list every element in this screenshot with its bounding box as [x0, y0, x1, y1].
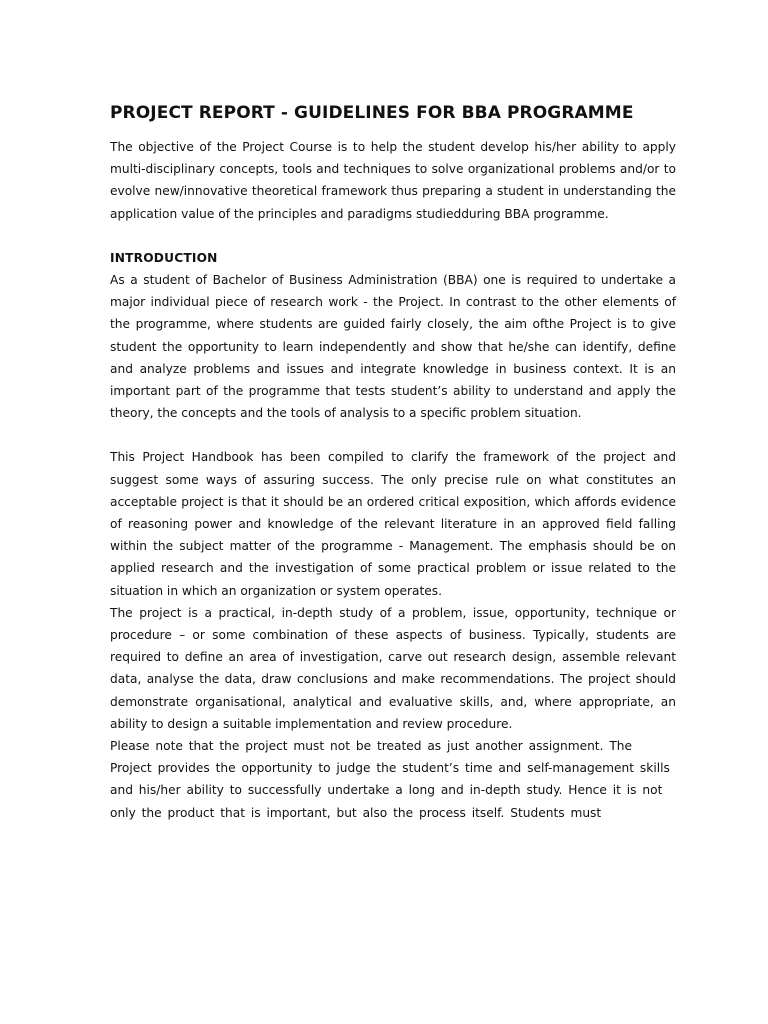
- paragraph-gap: [110, 225, 676, 247]
- document-page: [110, 100, 676, 824]
- introduction-heading: INTRODUCTION: [110, 250, 218, 265]
- objective-paragraph: The objective of the Project Course is to help the student develop his/her ability to apply multi-disciplinary concepts, tools and techniques to solve organizational problems and/or to evolve new/innovative theoretical framework thus preparing a student in understanding the application value of the principles and paradigms studiedduring BBA programme.: [110, 140, 676, 221]
- introduction-paragraph: As a student of Bachelor of Business Administration (BBA) one is required to undertake a major individual piece of research work - the Project. In contrast to the other elements of the programme, where students are guided fairly closely, the aim ofthe Project is to give student the opportunity to learn independently and show that he/she can identify, define and analyze problems and issues and integrate knowledge in business context. It is an important part of the programme that tests student’s ability to understand and apply the theory, the concepts and the tools of analysis to a specific problem situation.: [110, 273, 676, 421]
- project-definition-paragraph: The project is a practical, in-depth study of a problem, issue, opportunity, technique or procedure – or some combination of these aspects of business. Typically, students are required to define an area of investigation, carve out research design, assemble relevant data, analyse the data, draw conclusions and make recommendations. The project should demonstrate organisational, analytical and evaluative skills, and, where appropriate, an ability to design a suitable implementation and review procedure.: [110, 605, 676, 731]
- assignment-note-paragraph: Please note that the project must not be treated as just another assignment. The Project provides the opportunity to judge the student’s time and self-management skills and his/her ability to successfully undertake a long and in-depth study. Hence it is not only the product that is important, but also the process itself. Students must: [110, 739, 670, 820]
- handbook-paragraph: This Project Handbook has been compiled to clarify the framework of the project and suggest some ways of assuring success. The only precise rule on what constitutes an acceptable project is that it should be an ordered critical exposition, which affords evidence of reasoning power and knowledge of the relevant literature in an approved field falling within the subject matter of the programme - Management. The emphasis should be on applied research and the investigation of some practical problem or issue related to the situation in which an organization or system operates.: [110, 450, 676, 598]
- document-title: PROJECT REPORT - GUIDELINES FOR BBA PROGRAMME: [110, 103, 634, 123]
- paragraph-gap: [110, 424, 676, 446]
